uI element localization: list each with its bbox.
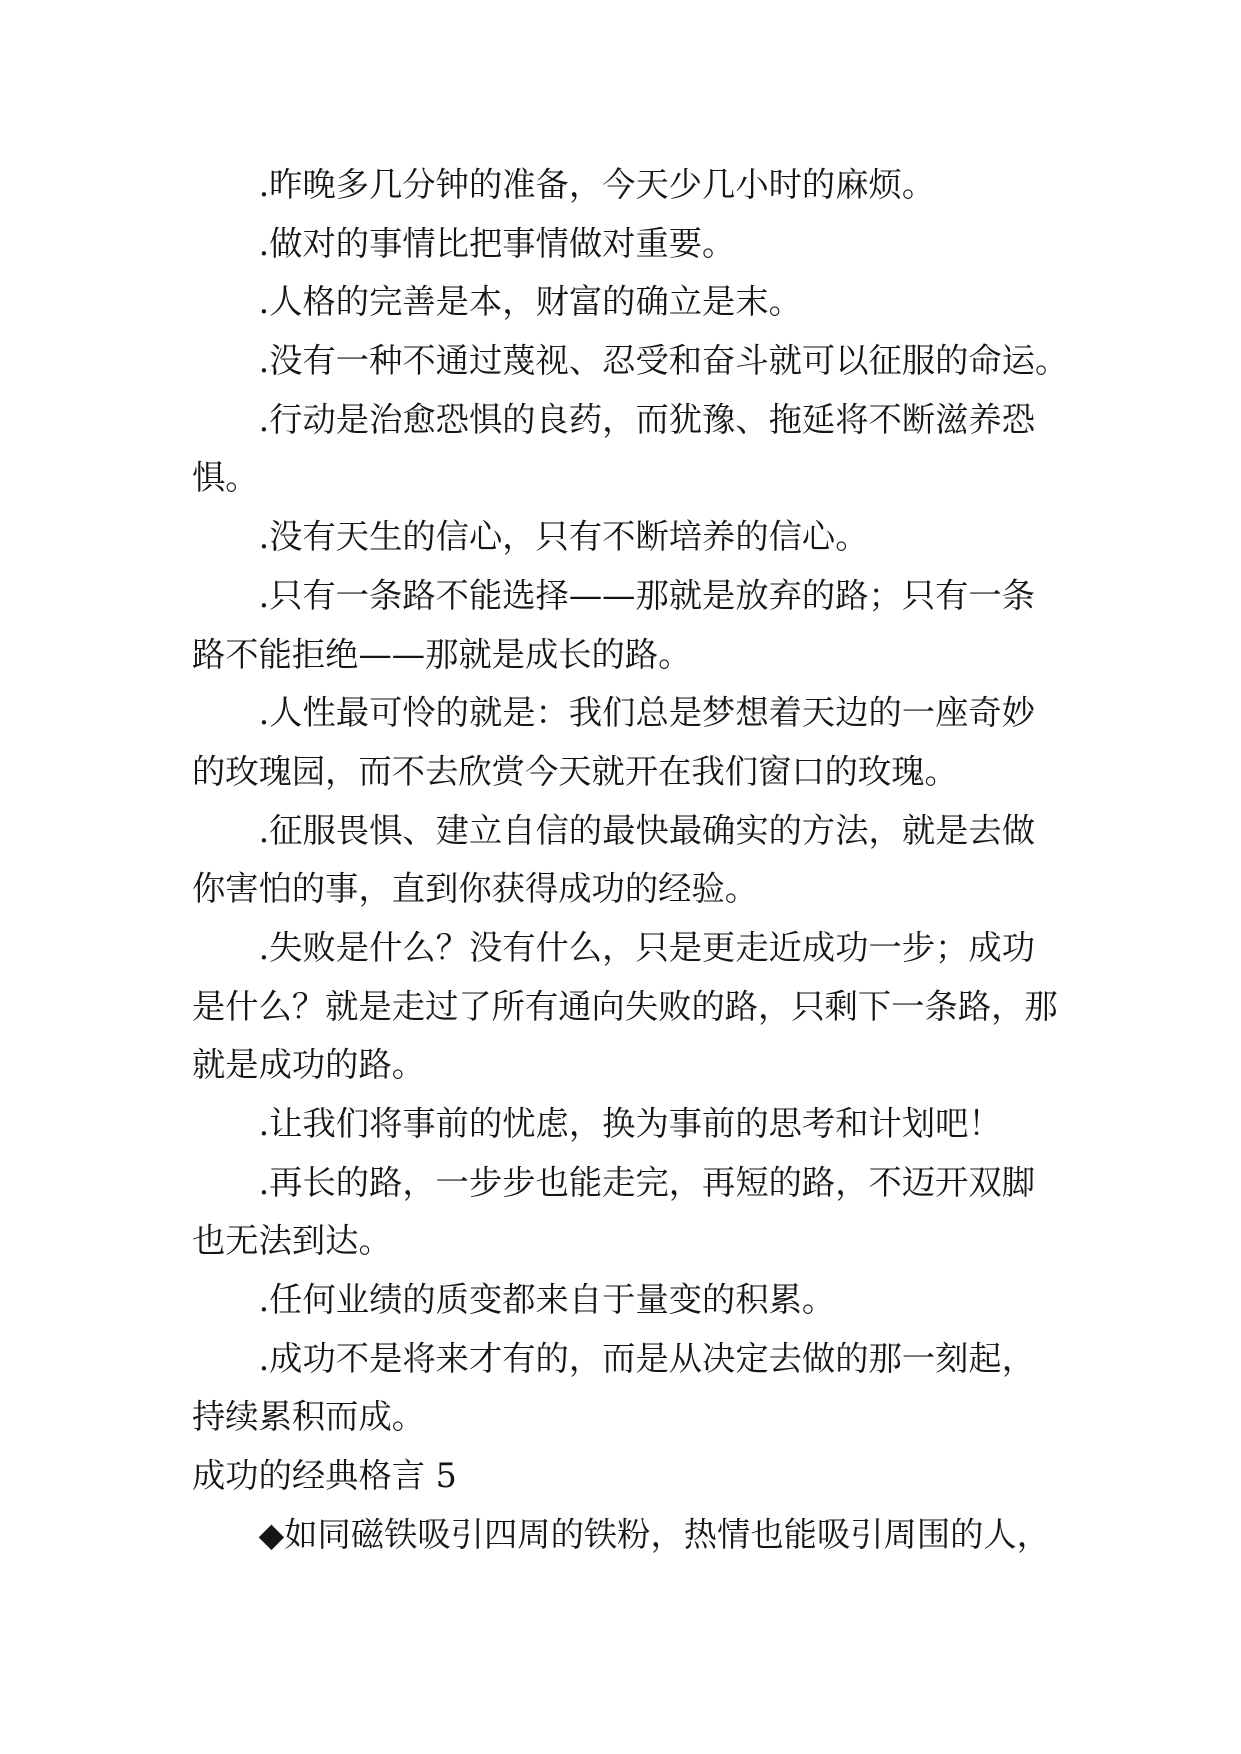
motto-paragraph bbox=[192, 332, 1069, 391]
motto-line: 持续累积而成。 bbox=[192, 1397, 426, 1437]
section-heading-paragraph bbox=[192, 1447, 1060, 1506]
motto-line: 是什么？就是走过了所有通向失败的路，只剩下一条路，那 bbox=[192, 986, 1058, 1026]
motto-line: .只有一条路不能选择——那就是放弃的路；只有一条 bbox=[258, 575, 1036, 615]
motto-line: .成功不是将来才有的，而是从决定去做的那一刻起， bbox=[258, 1338, 1036, 1378]
motto-line: .让我们将事前的忧虑，换为事前的思考和计划吧！ bbox=[258, 1104, 1002, 1143]
motto-line: .任何业绩的质变都来自于量变的积累。 bbox=[258, 1280, 836, 1320]
motto-paragraph bbox=[192, 391, 1060, 508]
motto-paragraph bbox=[192, 1154, 1060, 1271]
motto-paragraph bbox=[192, 1330, 1060, 1447]
motto-paragraph bbox=[192, 156, 1060, 215]
motto-line: .没有天生的信心，只有不断培养的信心。 bbox=[258, 517, 869, 557]
document-body bbox=[192, 156, 1069, 1565]
motto-paragraph bbox=[192, 273, 1060, 332]
motto-line: 就是成功的路。 bbox=[192, 1045, 426, 1085]
motto-line: .做对的事情比把事情做对重要。 bbox=[258, 223, 736, 263]
motto-line: .人性最可怜的就是：我们总是梦想着天边的一座奇妙 bbox=[258, 693, 1036, 733]
motto-paragraph bbox=[192, 508, 1060, 567]
section-paragraph bbox=[192, 1506, 1060, 1565]
motto-line: .行动是治愈恐惧的良药，而犹豫、拖延将不断滋养恐 bbox=[258, 399, 1036, 439]
motto-line: .征服畏惧、建立自信的最快最确实的方法，就是去做 bbox=[258, 810, 1036, 850]
motto-line: 的玫瑰园，而不去欣赏今天就开在我们窗口的玫瑰。 bbox=[192, 751, 958, 791]
motto-line: .失败是什么？没有什么，只是更走近成功一步；成功 bbox=[258, 927, 1036, 967]
motto-line: .再长的路，一步步也能走完，再短的路，不迈开双脚 bbox=[258, 1162, 1036, 1202]
motto-paragraph bbox=[192, 1271, 1060, 1330]
motto-line: .昨晚多几分钟的准备，今天少几小时的麻烦。 bbox=[258, 165, 936, 204]
motto-paragraph bbox=[192, 567, 1060, 684]
motto-paragraph bbox=[192, 802, 1060, 919]
motto-paragraph bbox=[192, 1095, 1060, 1154]
motto-line: 你害怕的事，直到你获得成功的经验。 bbox=[192, 869, 759, 909]
motto-line: 惧。 bbox=[192, 458, 259, 498]
section-paragraph-line: ◆如同磁铁吸引四周的铁粉，热情也能吸引周围的人， bbox=[258, 1514, 1051, 1554]
section-heading: 成功的经典格言 5 bbox=[192, 1456, 457, 1496]
motto-paragraph bbox=[192, 919, 1060, 1095]
motto-line: 路不能拒绝——那就是成长的路。 bbox=[192, 634, 692, 674]
motto-line: .人格的完善是本，财富的确立是末。 bbox=[258, 282, 802, 322]
motto-line: .没有一种不通过蔑视、忍受和奋斗就可以征服的命运。 bbox=[258, 341, 1069, 381]
motto-paragraph bbox=[192, 684, 1060, 801]
motto-line: 也无法到达。 bbox=[192, 1221, 392, 1261]
motto-paragraph bbox=[192, 215, 1060, 274]
